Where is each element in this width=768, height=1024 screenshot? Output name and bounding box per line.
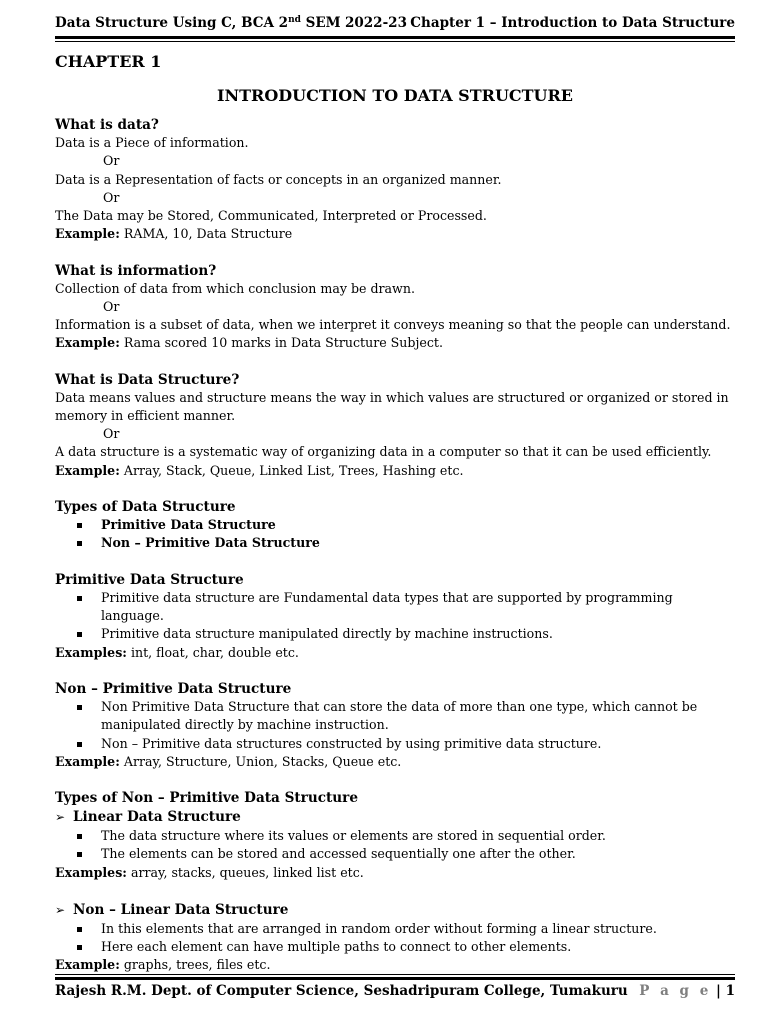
paragraph-line: The Data may be Stored, Communicated, Interpreted or Processed. [55, 207, 487, 223]
section-heading-types: Types of Data Structure [55, 498, 236, 515]
page-number-value: 1 [725, 983, 735, 999]
spacer [55, 480, 735, 498]
list-item: Non Primitive Data Structure that can store the data of more than one type, which cannot be manipulated directly by machine instruction. [55, 698, 735, 734]
header-rule-thin [55, 41, 735, 42]
chapter-title: INTRODUCTION TO DATA STRUCTURE [217, 86, 573, 105]
footer-rule-thin [55, 974, 735, 975]
example-label: Example: [55, 335, 120, 351]
or-separator: Or [103, 426, 120, 442]
list-item: Primitive data structure are Fundamental data types that are supported by programming language. [55, 589, 735, 625]
subheading-linear [55, 807, 735, 827]
document-page [55, 0, 735, 1024]
arrow-bullet-icon: ➢ [55, 810, 66, 825]
example-line [55, 334, 735, 352]
chapter-label: CHAPTER 1 [55, 52, 162, 71]
page-separator: | [711, 983, 726, 999]
section-heading-non-primitive-types: Types of Non – Primitive Data Structure [55, 790, 358, 807]
example-label: Examples: [55, 864, 127, 880]
paragraph-line: A data structure is a systematic way of organizing data in a computer so that it can be used efficiently. [55, 444, 712, 460]
footer-rule-thick [55, 977, 735, 980]
spacer [55, 771, 735, 789]
example-line [55, 644, 735, 662]
spacer [55, 243, 735, 261]
example-text: Array, Stack, Queue, Linked List, Trees, Hashing etc. [119, 462, 464, 478]
section-heading-non-primitive: Non – Primitive Data Structure [55, 680, 292, 697]
example-line [55, 864, 735, 882]
section-heading-data-structure: What is Data Structure? [55, 371, 240, 388]
spacer [55, 352, 735, 370]
spacer [55, 662, 735, 680]
or-separator: Or [103, 189, 120, 205]
paragraph-line: Data is a Representation of facts or concepts in an organized manner. [55, 171, 502, 187]
non-primitive-list [55, 698, 735, 753]
paragraph-line: Collection of data from which conclusion may be drawn. [55, 280, 415, 296]
primitive-list [55, 589, 735, 644]
linear-list [55, 827, 735, 863]
page-header [55, 15, 735, 35]
non-linear-list [55, 920, 735, 956]
subheading-text: Non – Linear Data Structure [73, 902, 289, 919]
types-list [55, 516, 735, 552]
list-item: Non – Primitive Data Structure [55, 534, 735, 552]
list-item: Primitive data structure manipulated directly by machine instructions. [55, 625, 735, 643]
example-line [55, 225, 735, 243]
paragraph-line: Data means values and structure means the way in which values are structured or organized or stored in memory in efficient manner. [55, 389, 729, 424]
subheading-text: Linear Data Structure [73, 809, 241, 826]
example-label: Examples: [55, 644, 127, 660]
example-label: Example: [55, 753, 120, 769]
example-label: Example: [55, 957, 120, 973]
page-label: P a g e [639, 983, 712, 999]
list-item: The data structure where its values or elements are stored in sequential order. [55, 827, 735, 845]
example-line [55, 956, 735, 974]
example-text: array, stacks, queues, linked list etc. [126, 864, 364, 880]
example-text: graphs, trees, files etc. [119, 957, 271, 973]
section-heading-information: What is information? [55, 262, 217, 279]
list-item: The elements can be stored and accessed sequentially one after the other. [55, 845, 735, 863]
header-course-text: Data Structure Using C, BCA 2 [55, 15, 289, 31]
section-heading-primitive: Primitive Data Structure [55, 571, 244, 588]
paragraph-line: Data is a Piece of information. [55, 135, 249, 151]
example-line [55, 753, 735, 771]
example-text: int, float, char, double etc. [126, 644, 299, 660]
subheading-non-linear [55, 900, 735, 920]
header-course-sem: SEM [300, 15, 341, 31]
header-chapter: Chapter 1 – Introduction to Data Structure [410, 15, 735, 31]
example-label: Example: [55, 226, 120, 242]
header-rule-thick [55, 36, 735, 39]
spacer [55, 553, 735, 571]
section-heading-data: What is data? [55, 117, 159, 133]
paragraph-line: Information is a subset of data, when we interpret it conveys meaning so that the people can understand. [55, 317, 731, 333]
example-text: Array, Structure, Union, Stacks, Queue etc. [119, 753, 402, 769]
header-course-sup: nd [288, 15, 301, 25]
footer-author: Rajesh R.M. Dept. of Computer Science, Seshadripuram College, Tumakuru [55, 983, 628, 999]
list-item: In this elements that are arranged in random order without forming a linear structure. [55, 920, 735, 938]
or-separator: Or [103, 298, 120, 314]
list-item: Primitive Data Structure [55, 516, 735, 534]
arrow-bullet-icon: ➢ [55, 903, 66, 918]
list-item: Here each element can have multiple paths to connect to other elements. [55, 938, 735, 956]
or-separator: Or [103, 153, 120, 169]
example-label: Example: [55, 462, 120, 478]
spacer [55, 882, 735, 900]
example-line [55, 462, 735, 480]
page-number [639, 983, 735, 999]
example-text: Rama scored 10 marks in Data Structure Subject. [119, 335, 443, 351]
example-text: RAMA, 10, Data Structure [119, 226, 293, 242]
header-year: 2022-23 [345, 15, 407, 31]
main-content [55, 116, 735, 975]
list-item: Non – Primitive data structures constructed by using primitive data structure. [55, 735, 735, 753]
header-course [55, 15, 341, 31]
